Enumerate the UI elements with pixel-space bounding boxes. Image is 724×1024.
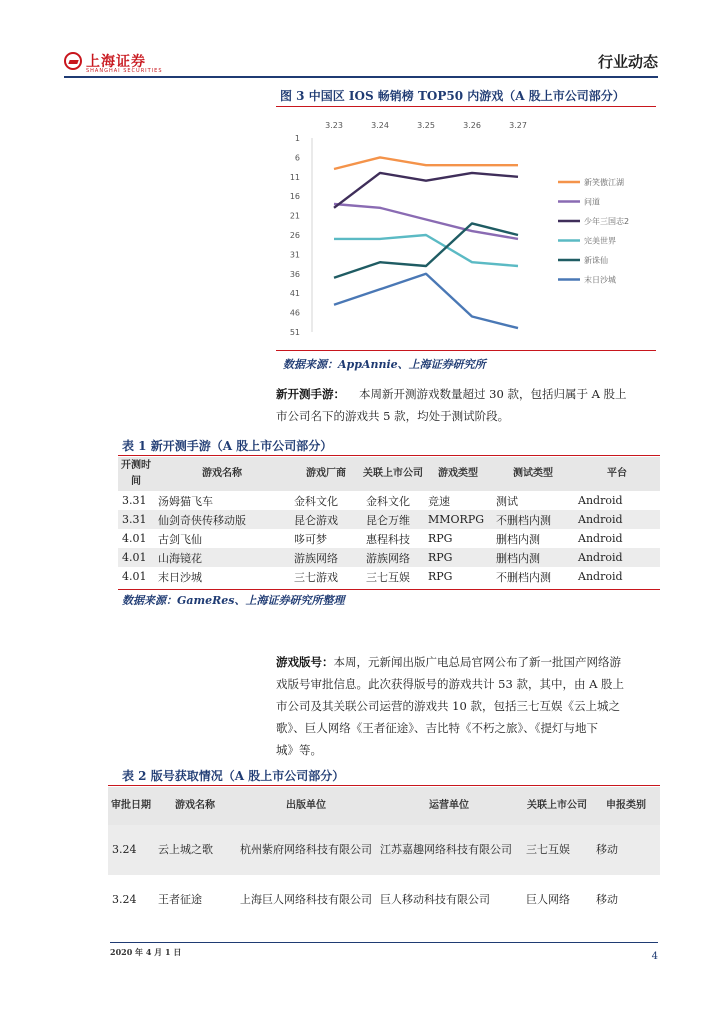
table1-cell: 山海镜花 [154,548,290,567]
logo-text: 上海证券 [86,54,146,70]
table2-cell: 三七互娱 [522,825,592,875]
table1 [118,457,660,586]
table1-cell: 3.31 [118,510,154,529]
table2-cell: 王者征途 [158,893,202,906]
table2-cell: 3.24 [112,893,137,906]
table2-header: 审批日期 [108,787,154,825]
table1-cell: RPG [428,570,453,583]
footer-divider [110,942,658,943]
table1-cell: 不删档内测 [492,510,574,529]
table1-title: 表 1 新开测手游（A 股上市公司部分） [122,439,333,453]
table1-cell: 删档内测 [496,532,540,546]
table2-cell: 云上城之歌 [154,825,236,875]
table1-cell: 金科文化 [294,494,338,508]
series-line [334,274,518,328]
y-tick-label: 1 [294,134,300,143]
figure-title: 图 3 中国区 IOS 畅销榜 TOP50 内游戏（A 股上市公司部分） [280,89,625,103]
table2-header: 关联上市公司 [522,787,592,825]
table1-cell: 不删档内测 [496,570,551,584]
table1-cell: 4.01 [122,532,147,545]
table-row [108,825,660,875]
table2-cell: 巨人网络 [526,893,570,906]
table-row [108,875,660,925]
table1-cell: 古剑飞仙 [158,532,202,546]
table1-cell: 昆仑游戏 [290,510,362,529]
table1-cell: 4.01 [118,548,154,567]
para2-line5: 城》等。 [276,743,322,757]
para2-line4: 歌》、巨人网络《王者征途》、吉比特《不朽之旅》、《提灯与地下 [276,721,598,735]
table2-top-rule [108,785,660,786]
table-row [118,567,660,586]
table2-header: 申报类别 [592,787,660,825]
table2-header: 出版单位 [236,787,376,825]
logo-icon [64,52,82,70]
y-tick-label: 11 [289,172,300,182]
logo-subtitle: SHANGHAI SECURITIES [86,68,163,74]
section-title: 行业动态 [597,53,658,71]
legend-label: 新笑傲江湖 [584,178,624,187]
table1-header: 关联上市公司 [362,457,424,491]
table1-cell: 惠程科技 [366,532,410,546]
series-line [334,173,518,208]
table1-cell: Android [578,532,623,545]
table1-header: 测试类型 [492,457,574,491]
table1-cell: RPG [424,548,492,567]
para2-line2: 戏版号审批信息。此次获得版号的游戏共计 53 款，其中，由 A 股上 [276,677,625,691]
table-row [118,510,660,529]
table1-cell: 哆可梦 [294,532,327,546]
table2-cell: 移动 [592,825,660,875]
table1-cell: 4.01 [122,570,147,583]
y-tick-label: 21 [289,211,300,221]
series-line [334,235,518,266]
footer-date: 2020 年 4 月 1 日 [110,947,182,957]
figure-top-rule [276,106,656,107]
y-tick-label: 41 [289,289,300,299]
x-tick-label: 3.23 [325,121,343,130]
x-tick-label: 3.25 [417,121,435,130]
x-tick-label: 3.26 [463,121,481,130]
table2-cell: 杭州紫府网络科技有限公司 [236,825,376,875]
table2-title: 表 2 版号获取情况（A 股上市公司部分） [122,769,345,783]
y-tick-label: 31 [289,250,300,260]
series-line [334,157,518,169]
table-row [118,491,660,510]
table2-cell: 上海巨人网络科技有限公司 [240,893,372,906]
table1-cell: 3.31 [122,494,147,507]
legend-label: 新诛仙 [584,256,608,265]
figure-source: 数据来源：AppAnnie、上海证券研究所 [283,358,486,371]
table1-cell: Android [574,548,660,567]
table1-top-rule [118,455,660,456]
table2 [108,787,660,925]
line-chart [276,110,656,346]
y-tick-label: 51 [289,328,300,337]
table1-header: 游戏类型 [424,457,492,491]
table1-cell: RPG [428,532,453,545]
table1-cell: 仙剑奇侠传移动版 [154,510,290,529]
table1-cell: 游族网络 [290,548,362,567]
y-tick-label: 36 [289,269,300,279]
para2-line3: 市公司及其关联公司运营的游戏共 10 款，包括三七互娱《云上城之 [276,699,620,713]
table1-bottom-rule [118,589,660,590]
para1-lead: 新开测手游： [276,387,345,401]
header-divider [64,76,658,78]
series-line [334,204,518,239]
table1-cell: 末日沙城 [158,570,202,584]
table1-header: 开测时间 [118,457,154,491]
y-tick-label: 16 [289,192,300,202]
table1-cell: 昆仑万维 [362,510,424,529]
table1-cell: 三七游戏 [294,570,338,584]
figure-bottom-rule [276,350,656,351]
table1-cell: 删档内测 [492,548,574,567]
table2-cell: 巨人移动科技有限公司 [380,893,490,906]
table1-cell: Android [574,510,660,529]
table2-cell: 移动 [596,893,618,906]
table1-cell: 竞速 [428,494,450,508]
table1-cell: MMORPG [424,510,492,529]
y-tick-label: 6 [294,153,300,163]
table1-cell: 测试 [496,494,518,508]
table2-cell: 3.24 [108,825,154,875]
paragraph-licenses [276,651,660,761]
para1-line1: 本周新开测游戏数量超过 30 款，包括归属于 A 股上 [359,387,627,401]
legend-label: 问道 [584,197,600,207]
table1-header: 游戏厂商 [290,457,362,491]
y-tick-label: 26 [289,231,300,240]
table1-cell: 三七互娱 [366,570,410,584]
table2-cell: 江苏嘉趣网络科技有限公司 [376,825,522,875]
para2-line1: 本周，元新闻出版广电总局官网公布了新一批国产网络游 [333,655,621,669]
table1-source: 数据来源：GameRes、上海证券研究所整理 [122,594,345,607]
para1-line2: 市公司名下的游戏共 5 款，均处于测试阶段。 [276,409,510,423]
page-number: 4 [651,951,658,962]
table1-cell: 金科文化 [366,494,410,508]
table2-header: 游戏名称 [154,787,236,825]
para2-lead: 游戏版号： [276,655,334,669]
table1-header: 游戏名称 [154,457,290,491]
table-row [118,548,660,567]
table2-header: 运营单位 [376,787,522,825]
table1-cell: 汤姆猫飞车 [158,494,213,508]
table1-cell: Android [578,494,623,507]
x-tick-label: 3.27 [509,121,527,130]
y-tick-label: 46 [289,308,300,318]
table1-header: 平台 [574,457,660,491]
x-tick-label: 3.24 [371,121,389,130]
legend-label: 完美世界 [584,236,616,246]
series-line [334,223,518,277]
table1-cell: Android [578,570,623,583]
table-row [118,529,660,548]
paragraph-new-tests [276,383,660,427]
table1-cell: 游族网络 [362,548,424,567]
legend-label: 末日沙城 [584,275,616,285]
legend-label: 少年三国志2 [584,217,630,226]
